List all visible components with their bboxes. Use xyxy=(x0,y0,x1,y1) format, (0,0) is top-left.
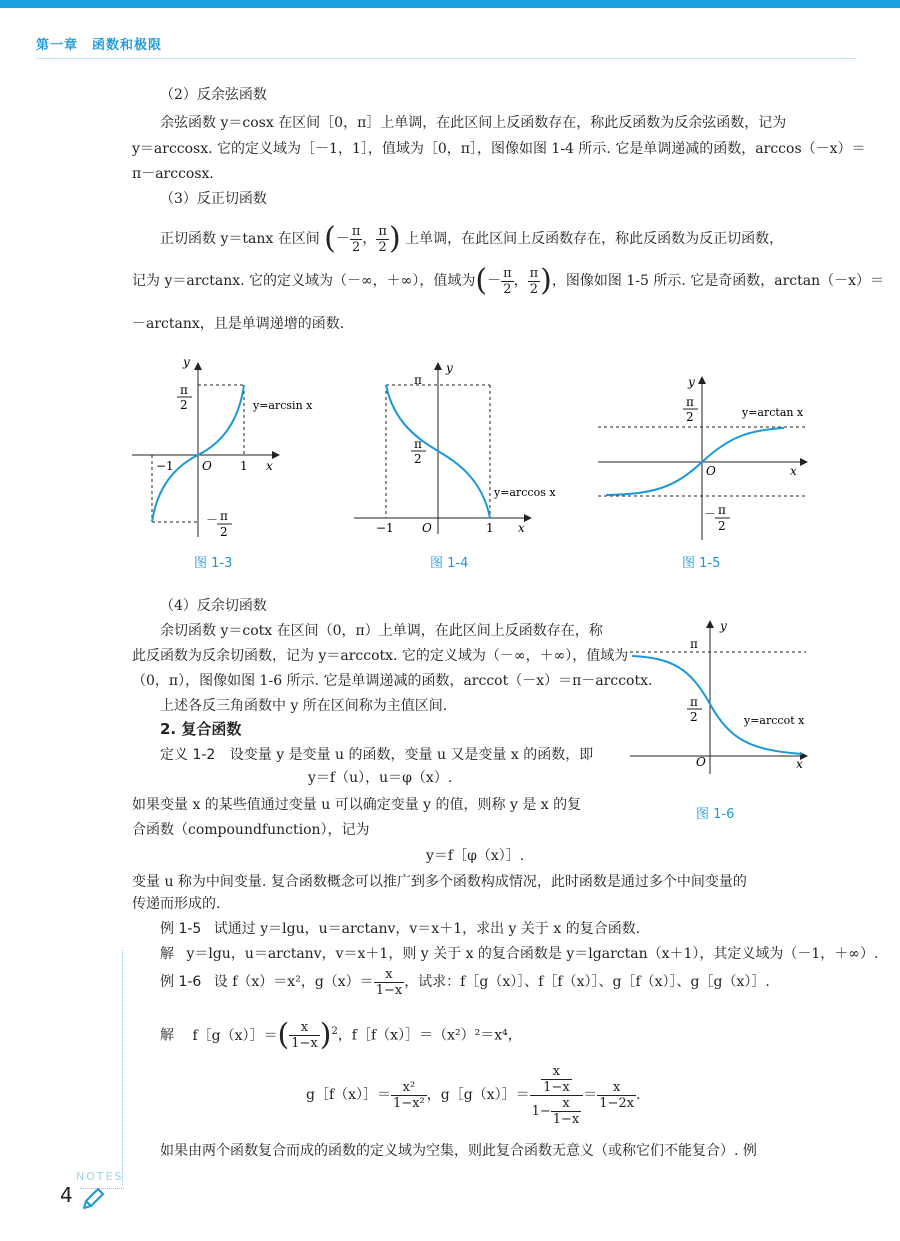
example-1-5 xyxy=(160,918,640,940)
y-label: y xyxy=(688,375,695,389)
pi-label: π xyxy=(220,509,228,523)
frac-den: 2 xyxy=(378,239,387,255)
curve-label: y=arcsin x xyxy=(253,399,313,412)
definition-text: 设变量 y 是变量 u 的函数，变量 u 又是变量 x 的函数，即 xyxy=(229,747,594,763)
text-composite-4: 合函数（compoundfunction），记为 xyxy=(132,822,370,838)
frac-den: 1−x xyxy=(291,1036,318,1052)
text-arctan-2b: ，图像如图 1-5 所示. 它是奇函数，arctan（－x）＝ xyxy=(551,273,884,289)
solution-label: 解 xyxy=(160,946,174,962)
rpar: ) xyxy=(319,1017,332,1053)
frac-num-nested xyxy=(530,1064,584,1096)
two-label: 2 xyxy=(690,710,698,724)
frac-den: 1−2x xyxy=(599,1095,635,1111)
fraction-x-over-1-2x xyxy=(597,1080,636,1111)
x-label: x xyxy=(266,459,273,473)
frac-den: 1−x xyxy=(543,1079,570,1095)
frac-num: x xyxy=(597,1080,636,1096)
pi-label: π xyxy=(690,695,698,709)
frac-den: 2 xyxy=(503,281,512,297)
pi-label: π xyxy=(414,437,422,451)
comma: ， xyxy=(362,231,377,247)
curve-label: y=arccot x xyxy=(744,714,805,727)
frac-den: 2 xyxy=(352,239,361,255)
pi-label: π xyxy=(690,637,698,651)
arccot-curve xyxy=(632,656,802,754)
definition-1-2 xyxy=(160,744,593,766)
heading-arctan: （3）反正切函数 xyxy=(160,191,267,207)
one-minus: 1− xyxy=(531,1103,551,1119)
notes-margin-line xyxy=(122,950,124,1185)
two-label: 2 xyxy=(180,398,188,412)
text-arctan-1a: 正切函数 y＝tanx 在区间 xyxy=(160,231,320,247)
rpar: ) xyxy=(388,221,401,256)
pi-label: π xyxy=(686,395,694,409)
solution-text-d: ，g［g（x）］＝ xyxy=(426,1087,530,1103)
x-label: x xyxy=(518,521,525,535)
two-label: 2 xyxy=(718,519,726,533)
two-label: 2 xyxy=(220,525,228,539)
text-arccot-3: （0，π），图像如图 1-6 所示. 它是单调递减的函数，arccot（－x）＝π－arccotx. xyxy=(132,673,653,689)
fraction-pi-2 xyxy=(528,266,541,297)
text-arccos-3: π－arccosx. xyxy=(132,166,214,182)
fraction-x-over-1-x xyxy=(289,1020,320,1051)
text-arctan-1 xyxy=(160,219,783,259)
header-bar xyxy=(0,0,900,8)
text-arccos-2: y＝arccosx. 它的定义域为［－1，1］，值域为［0，π］，图像如图 1-4 所示. 它是单调递减的函数，arccos（－x）＝ xyxy=(132,141,866,157)
heading-composite: 2. 复合函数 xyxy=(160,720,242,738)
lpar: ( xyxy=(277,1017,290,1053)
tick-neg1: −1 xyxy=(156,459,174,473)
frac-num: x xyxy=(551,1096,582,1112)
page-number: 4 xyxy=(60,1183,73,1207)
text-arctan-2 xyxy=(132,261,884,301)
fraction-nested xyxy=(530,1064,584,1127)
text-arccos-1: 余弦函数 y＝cosx 在区间［0，π］上单调，在此区间上反函数存在，称此反函数为反余弦函数，记为 xyxy=(160,115,787,131)
fraction-pi-2 xyxy=(376,224,389,255)
caption-fig-1-6: 图 1-6 xyxy=(696,807,735,822)
fraction-x-over-1-x xyxy=(374,967,405,998)
text-arctan-3: －arctanx，且是单调递增的函数. xyxy=(132,316,345,332)
example-label: 例 1-5 xyxy=(160,921,202,937)
pi-label: π xyxy=(414,373,422,387)
caption-fig-1-3: 图 1-3 xyxy=(194,556,233,571)
frac-num: x xyxy=(541,1064,572,1080)
equation-2: y＝f［φ（x）］. xyxy=(426,848,525,864)
lpar: ( xyxy=(475,263,488,298)
text-composite-6: 传递而形成的. xyxy=(132,896,221,912)
y-label: y xyxy=(720,619,727,633)
figure-arccot xyxy=(626,616,818,776)
text-arctan-2a: 记为 y＝arctanx. 它的定义域为（－∞，＋∞），值域为 xyxy=(132,273,476,289)
example-text-a: 设 f（x）＝x²，g（x）＝ xyxy=(213,974,374,990)
solution-label: 解 xyxy=(160,1027,174,1044)
text-arccot-1: 余切函数 y＝cotx 在区间（0，π）上单调，在此区间上反函数存在，称 xyxy=(160,623,603,639)
solution-text-c: g［f（x）］＝ xyxy=(306,1087,392,1103)
curve-label: y=arccos x xyxy=(494,486,556,499)
caption-fig-1-5: 图 1-5 xyxy=(682,556,721,571)
minus-label: － xyxy=(704,507,717,521)
example-1-6 xyxy=(160,962,770,1002)
figure-arccos xyxy=(350,352,556,542)
example-text-b: ，试求：f［g（x）］、f［f（x）］、g［f（x）］、g［g（x）］. xyxy=(404,974,770,990)
equals: ＝ xyxy=(583,1087,598,1103)
closing-text: 如果由两个函数复合而成的函数的定义域为空集，则此复合函数无意义（或称它们不能复合）. 例 xyxy=(160,1143,757,1159)
comma: ， xyxy=(513,273,528,289)
minus-label: － xyxy=(206,513,219,527)
fraction-x-over-1-x xyxy=(541,1064,572,1095)
text-arctan-1b: 上单调，在此区间上反函数存在，称此反函数为反正切函数， xyxy=(405,231,784,247)
solution-text-b: ，f［f（x）］＝（x²）²＝x⁴， xyxy=(337,1027,522,1044)
rpar: ) xyxy=(540,263,552,298)
frac-num: π xyxy=(378,223,387,239)
definition-label: 定义 1-2 xyxy=(160,747,216,763)
frac-num: x² xyxy=(391,1080,427,1096)
fraction-x-over-1-x xyxy=(551,1096,582,1127)
origin-label: O xyxy=(422,521,432,535)
minus-sign: － xyxy=(335,231,350,247)
tick-1: 1 xyxy=(240,459,248,473)
y-label: y xyxy=(446,361,453,375)
frac-den: 1−x² xyxy=(393,1095,425,1111)
fraction-pi-2 xyxy=(350,224,363,255)
x-label: x xyxy=(790,464,797,478)
text-composite-5: 变量 u 称为中间变量. 复合函数概念可以推广到多个函数构成情况，此时函数是通过多个中间变量的 xyxy=(132,874,747,890)
frac-den: 1−x xyxy=(375,982,403,998)
equation-1: y＝f（u），u＝φ（x）. xyxy=(308,770,453,786)
tick-1: 1 xyxy=(486,521,494,535)
text-arccot-4: 上述各反三角函数中 y 所在区间称为主值区间. xyxy=(160,698,448,714)
two-label: 2 xyxy=(686,410,694,424)
caption-fig-1-4: 图 1-4 xyxy=(430,556,469,571)
solution-text-a: f［g（x）］＝ xyxy=(192,1027,278,1044)
solution-text: y＝lgu，u＝arctanv，v＝x＋1，则 y 关于 x 的复合函数是 y＝lgarctan（x＋1），其定义域为（－1，＋∞）. xyxy=(186,946,879,962)
frac-num: π xyxy=(529,265,539,281)
origin-label: O xyxy=(696,755,706,769)
text-composite-3: 如果变量 x 的某些值通过变量 u 可以确定变量 y 的值，则称 y 是 x 的复 xyxy=(132,797,582,813)
figure-arctan xyxy=(594,372,818,542)
heading-arccos: （2）反余弦函数 xyxy=(160,87,267,103)
frac-den-nested xyxy=(530,1096,584,1127)
x-label: x xyxy=(796,757,803,771)
tick-neg1: −1 xyxy=(376,521,394,535)
lpar: ( xyxy=(324,221,336,256)
y-label: y xyxy=(183,355,190,369)
text-arccot-2: 此反函数为反余切函数，记为 y＝arccotx. 它的定义域为（－∞，＋∞），值域为 xyxy=(132,648,629,664)
header-divider xyxy=(36,58,856,59)
notes-label: NOTES xyxy=(76,1170,124,1183)
fraction-x2-over-1-x2 xyxy=(391,1080,427,1111)
fraction-pi-2 xyxy=(501,266,514,297)
period: . xyxy=(636,1087,641,1103)
frac-den: 2 xyxy=(529,281,539,297)
example-label: 例 1-6 xyxy=(160,974,202,990)
frac-num: x xyxy=(374,967,405,983)
frac-den: 1−x xyxy=(552,1111,580,1127)
chapter-title: 第一章 函数和极限 xyxy=(36,38,163,53)
exponent-2: 2 xyxy=(331,1026,338,1037)
frac-num: π xyxy=(503,265,512,281)
frac-num: π xyxy=(351,223,361,239)
heading-arccot: （4）反余切函数 xyxy=(160,598,267,614)
origin-label: O xyxy=(202,459,212,473)
example-text: 试通过 y＝lgu，u＝arctanv，v＝x＋1，求出 y 关于 x 的复合函数. xyxy=(213,921,641,937)
solution-1-6-line2 xyxy=(306,1050,641,1140)
two-label: 2 xyxy=(414,452,422,466)
figure-arcsin xyxy=(128,352,313,542)
pi-label: π xyxy=(718,503,726,517)
pencil-icon xyxy=(80,1186,106,1212)
frac-num: x xyxy=(289,1020,320,1036)
curve-label: y=arctan x xyxy=(742,406,804,419)
minus-sign: － xyxy=(487,273,502,289)
origin-label: O xyxy=(706,464,716,478)
pi-label: π xyxy=(180,383,188,397)
